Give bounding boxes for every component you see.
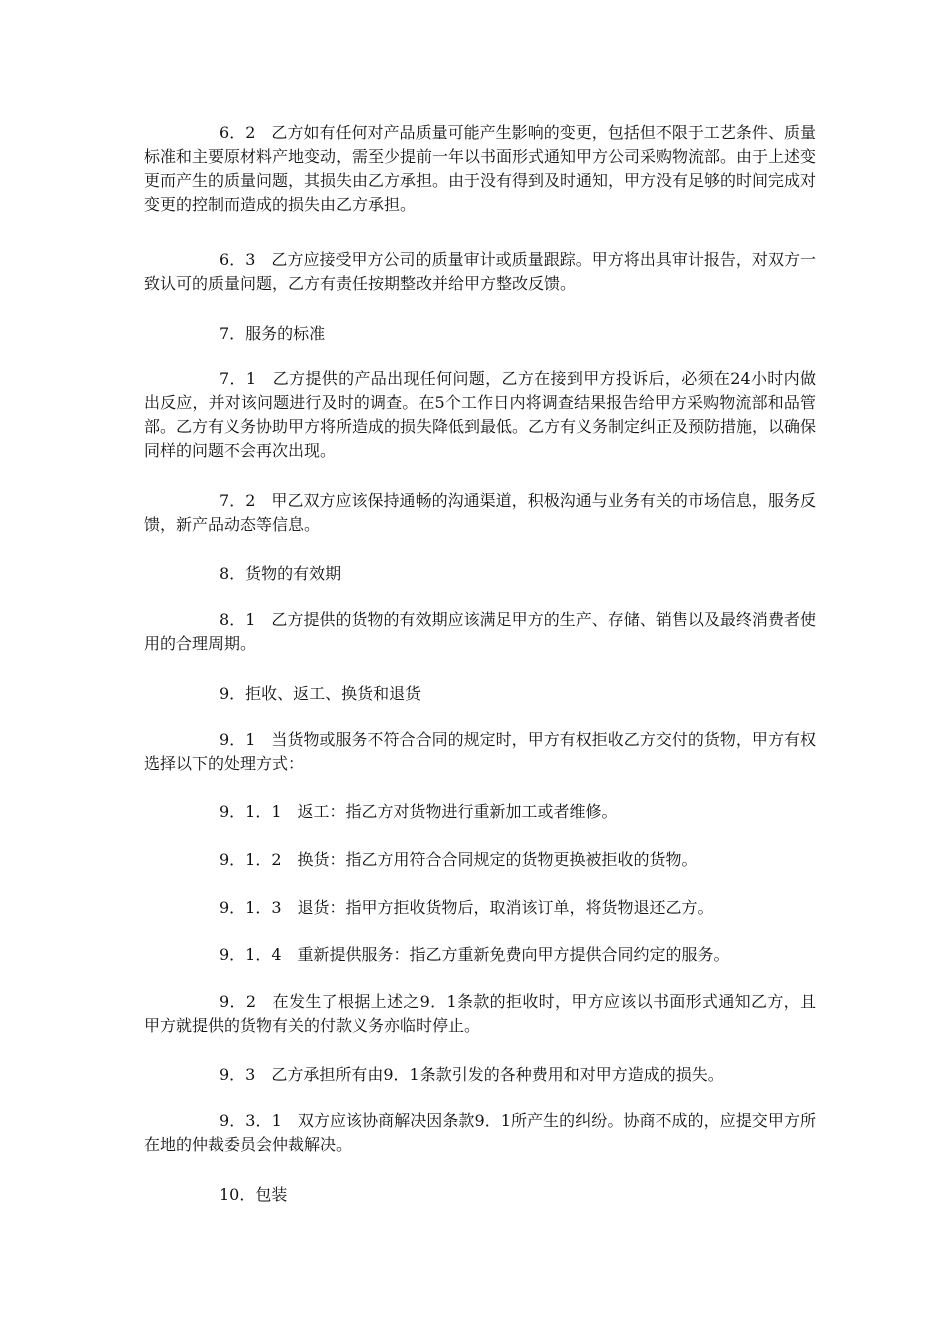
section-9-heading: 9．拒收、返工、换货和退货 — [219, 684, 422, 703]
clause-6-3: 6．3 乙方应接受甲方公司的质量审计或质量跟踪。甲方将出具审计报告，对双方一致认可的质量问题，乙方有责任按期整改并给甲方整改反馈。 — [144, 250, 816, 293]
section-10-heading: 10．包装 — [219, 1185, 288, 1204]
clause-9-1-1: 9．1．1 返工：指乙方对货物进行重新加工或者维修。 — [219, 802, 618, 821]
clause-7-1: 7．1 乙方提供的产品出现任何问题，乙方在接到甲方投诉后，必须在24小时内做出反应，并对该问题进行及时的调查。在5个工作日内将调查结果报告给甲方采购物流部和品管部。乙方有义务协助甲方将所造成的损失降低到最低。乙方有义务制定纠正及预防措施，以确保同样的问题不会再次出现。 — [144, 369, 817, 460]
document-page — [144, 0, 816, 1344]
clause-7-2: 7．2 甲乙双方应该保持通畅的沟通渠道，积极沟通与业务有关的市场信息，服务反馈，新产品动态等信息。 — [144, 491, 816, 534]
clause-9-1-2: 9．1．2 换货：指乙方用符合合同规定的货物更换被拒收的货物。 — [219, 850, 698, 869]
section-8-heading: 8．货物的有效期 — [219, 564, 342, 583]
clause-9-1: 9．1 当货物或服务不符合合同的规定时，甲方有权拒收乙方交付的货物，甲方有权选择以下的处理方式： — [144, 730, 816, 773]
clause-6-2: 6．2 乙方如有任何对产品质量可能产生影响的变更，包括但不限于工艺条件、质量标准和主要原材料产地变动，需至少提前一年以书面形式通知甲方公司采购物流部。由于上述变更而产生的质量问题，其损失由乙方承担。由于没有得到及时通知，甲方没有足够的时间完成对变更的控制而造成的损失由乙方承担。 — [144, 123, 817, 214]
clause-8-1: 8．1 乙方提供的货物的有效期应该满足甲方的生产、存储、销售以及最终消费者使用的合理周期。 — [144, 610, 816, 653]
section-7-heading: 7．服务的标准 — [219, 324, 326, 343]
clause-9-3-1: 9．3．1 双方应该协商解决因条款9．1所产生的纠纷。协商不成的，应提交甲方所在地的仲裁委员会仲裁解决。 — [144, 1111, 816, 1154]
clause-9-1-4: 9．1．4 重新提供服务：指乙方重新免费向甲方提供合同约定的服务。 — [219, 945, 730, 964]
clause-9-2: 9．2 在发生了根据上述之9．1条款的拒收时，甲方应该以书面形式通知乙方，且甲方就提供的货物有关的付款义务亦临时停止。 — [144, 992, 816, 1035]
clause-9-3: 9．3 乙方承担所有由9．1条款引发的各种费用和对甲方造成的损失。 — [219, 1065, 724, 1084]
clause-9-1-3: 9．1．3 退货：指甲方拒收货物后，取消该订单，将货物退还乙方。 — [219, 898, 714, 917]
